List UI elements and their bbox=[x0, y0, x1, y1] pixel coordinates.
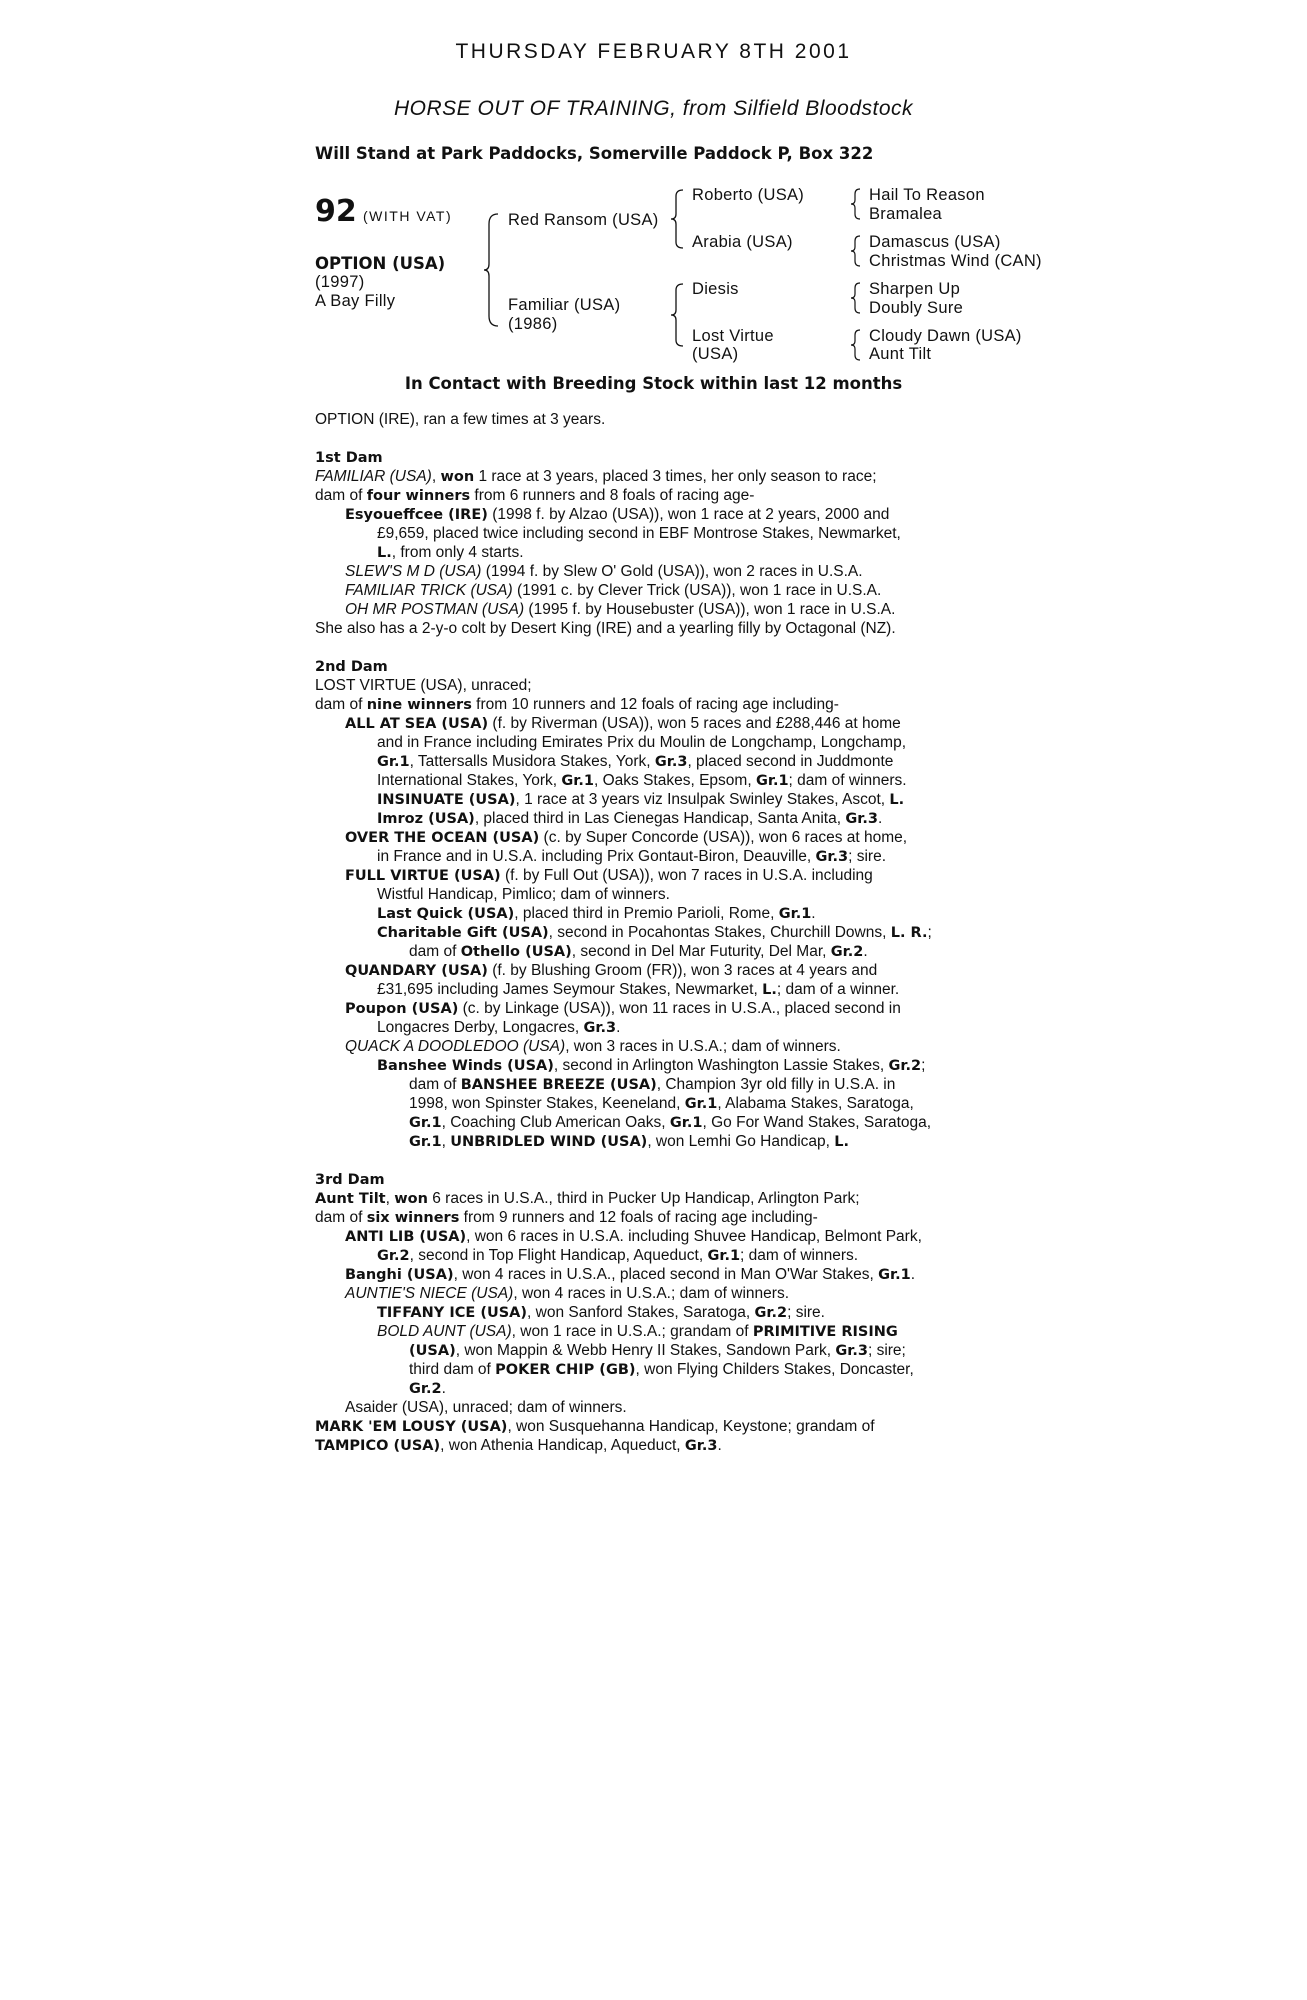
record-line bbox=[377, 543, 524, 563]
record-line bbox=[377, 524, 901, 543]
bold-text: Gr.3 bbox=[835, 1343, 868, 1359]
record-line bbox=[345, 1037, 841, 1056]
record-text: (1991 c. by Clever Trick (USA)), won 1 race in U.S.A. bbox=[512, 582, 882, 599]
record-text: ; dam of a winner. bbox=[776, 981, 900, 998]
bold-text: L. bbox=[377, 545, 392, 561]
record-line bbox=[377, 1322, 898, 1342]
bold-text: (USA) bbox=[409, 1343, 456, 1359]
record-text: (f. by Blushing Groom (FR)), won 3 races at 4 years and bbox=[487, 962, 878, 979]
bold-text: Gr.1 bbox=[778, 906, 812, 922]
italic-text: FAMILIAR (USA) bbox=[315, 468, 432, 485]
record-line bbox=[345, 1227, 922, 1247]
italic-text: FAMILIAR TRICK (USA) bbox=[345, 582, 513, 599]
record-text: , placed third in Las Cienegas Handicap, Santa Anita, bbox=[474, 810, 846, 827]
record-line bbox=[345, 600, 895, 619]
record-line bbox=[377, 1303, 825, 1323]
record-line bbox=[377, 904, 816, 924]
record-line bbox=[345, 1265, 915, 1285]
record-text: , won 1 race in U.S.A.; grandam of bbox=[511, 1323, 753, 1340]
record-text: Wistful Handicap, Pimlico; dam of winners. bbox=[377, 886, 670, 903]
pedigree-brace-g1 bbox=[850, 186, 864, 222]
record-line bbox=[377, 847, 886, 867]
pedigree-sire: Red Ransom (USA) bbox=[508, 211, 659, 229]
record-text: , second in Pocahontas Stakes, Churchill Downs, bbox=[548, 924, 891, 941]
record-line bbox=[409, 942, 868, 962]
record-text: (f. by Full Out (USA)), won 7 races in U.S.A. including bbox=[500, 867, 873, 884]
bold-text: Gr.3 bbox=[583, 1020, 617, 1036]
record-line bbox=[377, 980, 899, 1000]
bold-text: Imroz (USA) bbox=[377, 811, 475, 827]
record-text: She also has a 2-y-o colt by Desert King (IRE) and a yearling filly by Octagonal (NZ). bbox=[315, 620, 896, 637]
record-text: , 1 race at 3 years viz Insulpak Swinley Stakes, Ascot, bbox=[515, 791, 890, 808]
bold-text: Gr.1 bbox=[377, 754, 410, 770]
record-text: , bbox=[441, 1133, 451, 1150]
record-text: ; sire. bbox=[848, 848, 887, 865]
record-text: ; dam of winners. bbox=[788, 772, 907, 789]
bold-text: Gr.3 bbox=[815, 849, 849, 865]
bold-text: six winners bbox=[366, 1210, 460, 1226]
record-text: International Stakes, York, bbox=[377, 772, 562, 789]
record-line bbox=[377, 771, 907, 791]
record-text: (1998 f. by Alzao (USA)), won 1 race at 2 years, 2000 and bbox=[487, 506, 890, 523]
record-text: , placed third in Premio Parioli, Rome, bbox=[514, 905, 779, 922]
pedigree-g4: Christmas Wind (CAN) bbox=[869, 252, 1042, 270]
bold-text: Gr.1 bbox=[684, 1096, 718, 1112]
bold-text: nine winners bbox=[366, 697, 472, 713]
record-text: (f. by Riverman (USA)), won 5 races and £288,446 at home bbox=[488, 715, 901, 732]
horse-year: (1997) bbox=[315, 273, 365, 291]
pedigree-brace-g2 bbox=[850, 233, 864, 269]
record-line bbox=[315, 448, 383, 468]
record-text: and in France including Emirates Prix du Moulin de Longchamp, Longchamp, bbox=[377, 734, 907, 751]
record-line bbox=[409, 1341, 906, 1361]
record-line bbox=[315, 657, 388, 677]
record-text: , won Athenia Handicap, Aqueduct, bbox=[440, 1437, 685, 1454]
record-text: , won Mappin & Webb Henry II Stakes, Sandown Park, bbox=[455, 1342, 836, 1359]
record-line bbox=[345, 581, 881, 600]
bold-text: Gr.2 bbox=[754, 1305, 788, 1321]
record-text: dam of bbox=[409, 943, 461, 960]
bold-text: OVER THE OCEAN (USA) bbox=[345, 830, 540, 846]
bold-text: four winners bbox=[366, 488, 471, 504]
record-text: . bbox=[616, 1019, 621, 1036]
bold-text: MARK 'EM LOUSY (USA) bbox=[315, 1419, 508, 1435]
record-line bbox=[409, 1132, 849, 1152]
record-text: 1 race at 3 years, placed 3 times, her only season to race; bbox=[474, 468, 877, 485]
bold-text: Gr.2 bbox=[409, 1381, 442, 1397]
record-text: (1994 f. by Slew O' Gold (USA)), won 2 races in U.S.A. bbox=[481, 563, 863, 580]
bold-text: L. bbox=[889, 792, 905, 808]
bold-text: Aunt Tilt bbox=[315, 1191, 386, 1207]
bold-text: L. bbox=[834, 1134, 850, 1150]
record-line bbox=[409, 1379, 446, 1399]
record-text: £9,659, placed twice including second in EBF Montrose Stakes, Newmarket, bbox=[377, 525, 901, 542]
record-text: , from only 4 starts. bbox=[391, 544, 524, 561]
bold-text: Othello (USA) bbox=[460, 944, 572, 960]
record-text: ; bbox=[927, 924, 932, 941]
bold-text: UNBRIDLED WIND (USA) bbox=[450, 1134, 648, 1150]
record-text: ; sire; bbox=[867, 1342, 906, 1359]
bold-text: TIFFANY ICE (USA) bbox=[377, 1305, 528, 1321]
record-text: , bbox=[431, 468, 441, 485]
consignor-heading: HORSE OUT OF TRAINING, from Silfield Bloodstock bbox=[393, 97, 914, 120]
record-text: , placed second in Juddmonte bbox=[687, 753, 894, 770]
record-text: OPTION (IRE), ran a few times at 3 years. bbox=[315, 411, 606, 428]
record-line bbox=[377, 1246, 858, 1266]
vat-note: (WITH VAT) bbox=[363, 208, 453, 224]
bold-text: Gr.2 bbox=[888, 1058, 922, 1074]
bold-text: Last Quick (USA) bbox=[377, 906, 515, 922]
record-line bbox=[345, 562, 863, 581]
record-text: in France and in U.S.A. including Prix Gontaut-Biron, Deauville, bbox=[377, 848, 816, 865]
italic-text: OH MR POSTMAN (USA) bbox=[345, 601, 525, 618]
bold-text: Poupon (USA) bbox=[345, 1001, 459, 1017]
record-line bbox=[345, 828, 907, 848]
bold-text: Gr.2 bbox=[377, 1248, 410, 1264]
record-text: , Go For Wand Stakes, Saratoga, bbox=[702, 1114, 932, 1131]
record-text: . bbox=[441, 1380, 446, 1397]
bold-text: Gr.1 bbox=[707, 1248, 741, 1264]
record-line bbox=[315, 1208, 818, 1228]
pedigree-g8: Aunt Tilt bbox=[869, 345, 932, 363]
stabling-location: Will Stand at Park Paddocks, Somerville Paddock P, Box 322 bbox=[315, 144, 874, 163]
record-text: , second in Del Mar Futurity, Del Mar, bbox=[571, 943, 831, 960]
record-text: 6 races in U.S.A., third in Pucker Up Handicap, Arlington Park; bbox=[427, 1190, 860, 1207]
bold-text: PRIMITIVE RISING bbox=[752, 1324, 898, 1340]
bold-text: Charitable Gift (USA) bbox=[377, 925, 549, 941]
bold-text: Gr.1 bbox=[669, 1115, 703, 1131]
record-text: , bbox=[385, 1190, 395, 1207]
bold-text: Gr.3 bbox=[684, 1438, 718, 1454]
record-line bbox=[345, 1284, 789, 1303]
pedigree-brace-g4 bbox=[850, 327, 864, 363]
record-line bbox=[345, 999, 901, 1019]
bold-text: INSINUATE (USA) bbox=[377, 792, 516, 808]
record-text: , second in Arlington Washington Lassie Stakes, bbox=[553, 1057, 889, 1074]
bold-text: L. R. bbox=[890, 925, 928, 941]
record-line bbox=[315, 486, 754, 506]
record-text: , Champion 3yr old filly in U.S.A. in bbox=[656, 1076, 896, 1093]
pedigree-brace-dam bbox=[671, 280, 689, 350]
record-line bbox=[345, 505, 889, 525]
record-line bbox=[315, 619, 896, 638]
bold-text: BANSHEE BREEZE (USA) bbox=[460, 1077, 657, 1093]
record-line bbox=[409, 1094, 914, 1114]
bold-text: Gr.1 bbox=[878, 1267, 911, 1283]
record-text: from 10 runners and 12 foals of racing age including- bbox=[471, 696, 839, 713]
record-text: , won Flying Childers Stakes, Doncaster, bbox=[635, 1361, 914, 1378]
record-text: . bbox=[877, 810, 883, 827]
bold-text: Gr.2 bbox=[830, 944, 864, 960]
pedigree-dam-year: (1986) bbox=[508, 315, 558, 333]
record-line bbox=[315, 410, 605, 429]
record-text: ; bbox=[921, 1057, 926, 1074]
record-text: , won Lemhi Go Handicap, bbox=[647, 1133, 835, 1150]
bold-text: POKER CHIP (GB) bbox=[495, 1362, 636, 1378]
pedigree-g5: Sharpen Up bbox=[869, 280, 961, 298]
record-line bbox=[315, 676, 532, 695]
record-line bbox=[315, 1436, 722, 1456]
pedigree-dam-dam: Lost Virtue bbox=[692, 327, 774, 345]
record-line bbox=[377, 809, 882, 829]
bold-text: QUANDARY (USA) bbox=[345, 963, 488, 979]
bold-text: FULL VIRTUE (USA) bbox=[345, 868, 501, 884]
pedigree-g3: Damascus (USA) bbox=[869, 233, 1001, 251]
record-text: , Alabama Stakes, Saratoga, bbox=[717, 1095, 914, 1112]
record-line bbox=[345, 714, 901, 734]
record-line bbox=[377, 1018, 620, 1038]
pedigree-brace-g3 bbox=[850, 280, 864, 316]
record-text: . bbox=[717, 1437, 722, 1454]
record-line bbox=[377, 923, 932, 943]
bold-text: ALL AT SEA (USA) bbox=[345, 716, 489, 732]
bold-text: Gr.1 bbox=[561, 773, 594, 789]
record-line bbox=[315, 695, 839, 715]
record-line bbox=[315, 1189, 860, 1209]
record-text: ; sire. bbox=[787, 1304, 825, 1321]
record-line bbox=[409, 1113, 931, 1133]
sale-date: THURSDAY FEBRUARY 8TH 2001 bbox=[455, 40, 852, 63]
bold-text: won bbox=[394, 1191, 428, 1207]
record-text: Longacres Derby, Longacres, bbox=[377, 1019, 584, 1036]
bold-text: won bbox=[440, 469, 475, 485]
record-line bbox=[315, 1170, 385, 1190]
horse-name: OPTION (USA) bbox=[315, 254, 446, 273]
record-text: , Coaching Club American Oaks, bbox=[441, 1114, 670, 1131]
record-text: , Oaks Stakes, Epsom, bbox=[594, 772, 756, 789]
record-line bbox=[377, 790, 904, 810]
horse-description: A Bay Filly bbox=[315, 292, 396, 310]
italic-text: BOLD AUNT (USA) bbox=[377, 1323, 512, 1340]
lot-number: 92 bbox=[315, 194, 357, 229]
record-text: , won 4 races in U.S.A.; dam of winners. bbox=[513, 1285, 789, 1302]
record-text: , won Sanford Stakes, Saratoga, bbox=[527, 1304, 755, 1321]
record-text: dam of bbox=[315, 1209, 367, 1226]
record-text: from 6 runners and 8 foals of racing age- bbox=[470, 487, 755, 504]
record-text: , won 4 races in U.S.A., placed second in Man O'War Stakes, bbox=[453, 1266, 879, 1283]
bold-text: 2nd Dam bbox=[315, 659, 388, 675]
pedigree-sire-dam: Arabia (USA) bbox=[692, 233, 793, 251]
pedigree-sire-sire: Roberto (USA) bbox=[692, 186, 805, 204]
record-text: 1998, won Spinster Stakes, Keeneland, bbox=[409, 1095, 685, 1112]
record-line bbox=[345, 866, 873, 886]
bold-text: ANTI LIB (USA) bbox=[345, 1229, 467, 1245]
record-line bbox=[315, 1417, 875, 1437]
record-text: . bbox=[863, 943, 868, 960]
record-text: ; dam of winners. bbox=[740, 1247, 859, 1264]
record-text: . bbox=[910, 1266, 916, 1283]
italic-text: SLEW'S M D (USA) bbox=[345, 563, 482, 580]
bold-text: Banghi (USA) bbox=[345, 1267, 454, 1283]
pedigree-dam: Familiar (USA) bbox=[508, 296, 621, 314]
record-text: , won 6 races in U.S.A. including Shuvee Handicap, Belmont Park, bbox=[466, 1228, 922, 1245]
italic-text: AUNTIE'S NIECE (USA) bbox=[345, 1285, 514, 1302]
bold-text: Banshee Winds (USA) bbox=[377, 1058, 554, 1074]
pedigree-brace-main bbox=[484, 210, 504, 330]
record-text: dam of bbox=[409, 1076, 461, 1093]
bold-text: Esyoueffcee (IRE) bbox=[345, 507, 488, 523]
record-text: LOST VIRTUE (USA), unraced; bbox=[315, 677, 532, 694]
record-line bbox=[409, 1075, 895, 1095]
record-text: (c. by Linkage (USA)), won 11 races in U.S.A., placed second in bbox=[458, 1000, 901, 1017]
record-text: , won 3 races in U.S.A.; dam of winners. bbox=[565, 1038, 841, 1055]
record-text: Asaider (USA), unraced; dam of winners. bbox=[345, 1399, 627, 1416]
italic-text: QUACK A DOODLEDOO (USA) bbox=[345, 1038, 566, 1055]
pedigree-dam-sire: Diesis bbox=[692, 280, 739, 298]
record-text: . bbox=[811, 905, 816, 922]
record-text: , won Susquehanna Handicap, Keystone; grandam of bbox=[507, 1418, 875, 1435]
bold-text: TAMPICO (USA) bbox=[315, 1438, 441, 1454]
bold-text: L. bbox=[762, 982, 777, 998]
bold-text: Gr.3 bbox=[654, 754, 688, 770]
record-text: (1995 f. by Housebuster (USA)), won 1 race in U.S.A. bbox=[524, 601, 896, 618]
record-line bbox=[345, 1398, 627, 1417]
record-line bbox=[409, 1360, 914, 1380]
record-text: (c. by Super Concorde (USA)), won 6 races at home, bbox=[539, 829, 908, 846]
record-text: £31,695 including James Seymour Stakes, Newmarket, bbox=[377, 981, 763, 998]
pedigree-g2: Bramalea bbox=[869, 205, 943, 223]
bold-text: Gr.1 bbox=[409, 1134, 442, 1150]
bold-text: Gr.1 bbox=[755, 773, 789, 789]
pedigree-g1: Hail To Reason bbox=[869, 186, 985, 204]
record-text: third dam of bbox=[409, 1361, 496, 1378]
bold-text: 3rd Dam bbox=[315, 1172, 385, 1188]
record-text: from 9 runners and 12 foals of racing age including- bbox=[459, 1209, 818, 1226]
record-line bbox=[377, 752, 893, 772]
record-text: , second in Top Flight Handicap, Aqueduct, bbox=[409, 1247, 708, 1264]
record-text: dam of bbox=[315, 487, 367, 504]
contact-note: In Contact with Breeding Stock within last 12 months bbox=[404, 374, 903, 393]
bold-text: Gr.3 bbox=[845, 811, 878, 827]
record-line bbox=[377, 1056, 925, 1076]
record-text: dam of bbox=[315, 696, 367, 713]
bold-text: 1st Dam bbox=[315, 450, 383, 466]
pedigree-dam-dam-country: (USA) bbox=[692, 345, 739, 363]
record-line bbox=[377, 733, 906, 752]
pedigree-g6: Doubly Sure bbox=[869, 299, 964, 317]
record-line bbox=[345, 961, 877, 981]
bold-text: Gr.1 bbox=[409, 1115, 442, 1131]
record-line bbox=[315, 467, 877, 487]
pedigree-brace-sire bbox=[671, 186, 689, 252]
record-text: , Tattersalls Musidora Stakes, York, bbox=[409, 753, 655, 770]
pedigree-g7: Cloudy Dawn (USA) bbox=[869, 327, 1022, 345]
record-line bbox=[377, 885, 670, 904]
